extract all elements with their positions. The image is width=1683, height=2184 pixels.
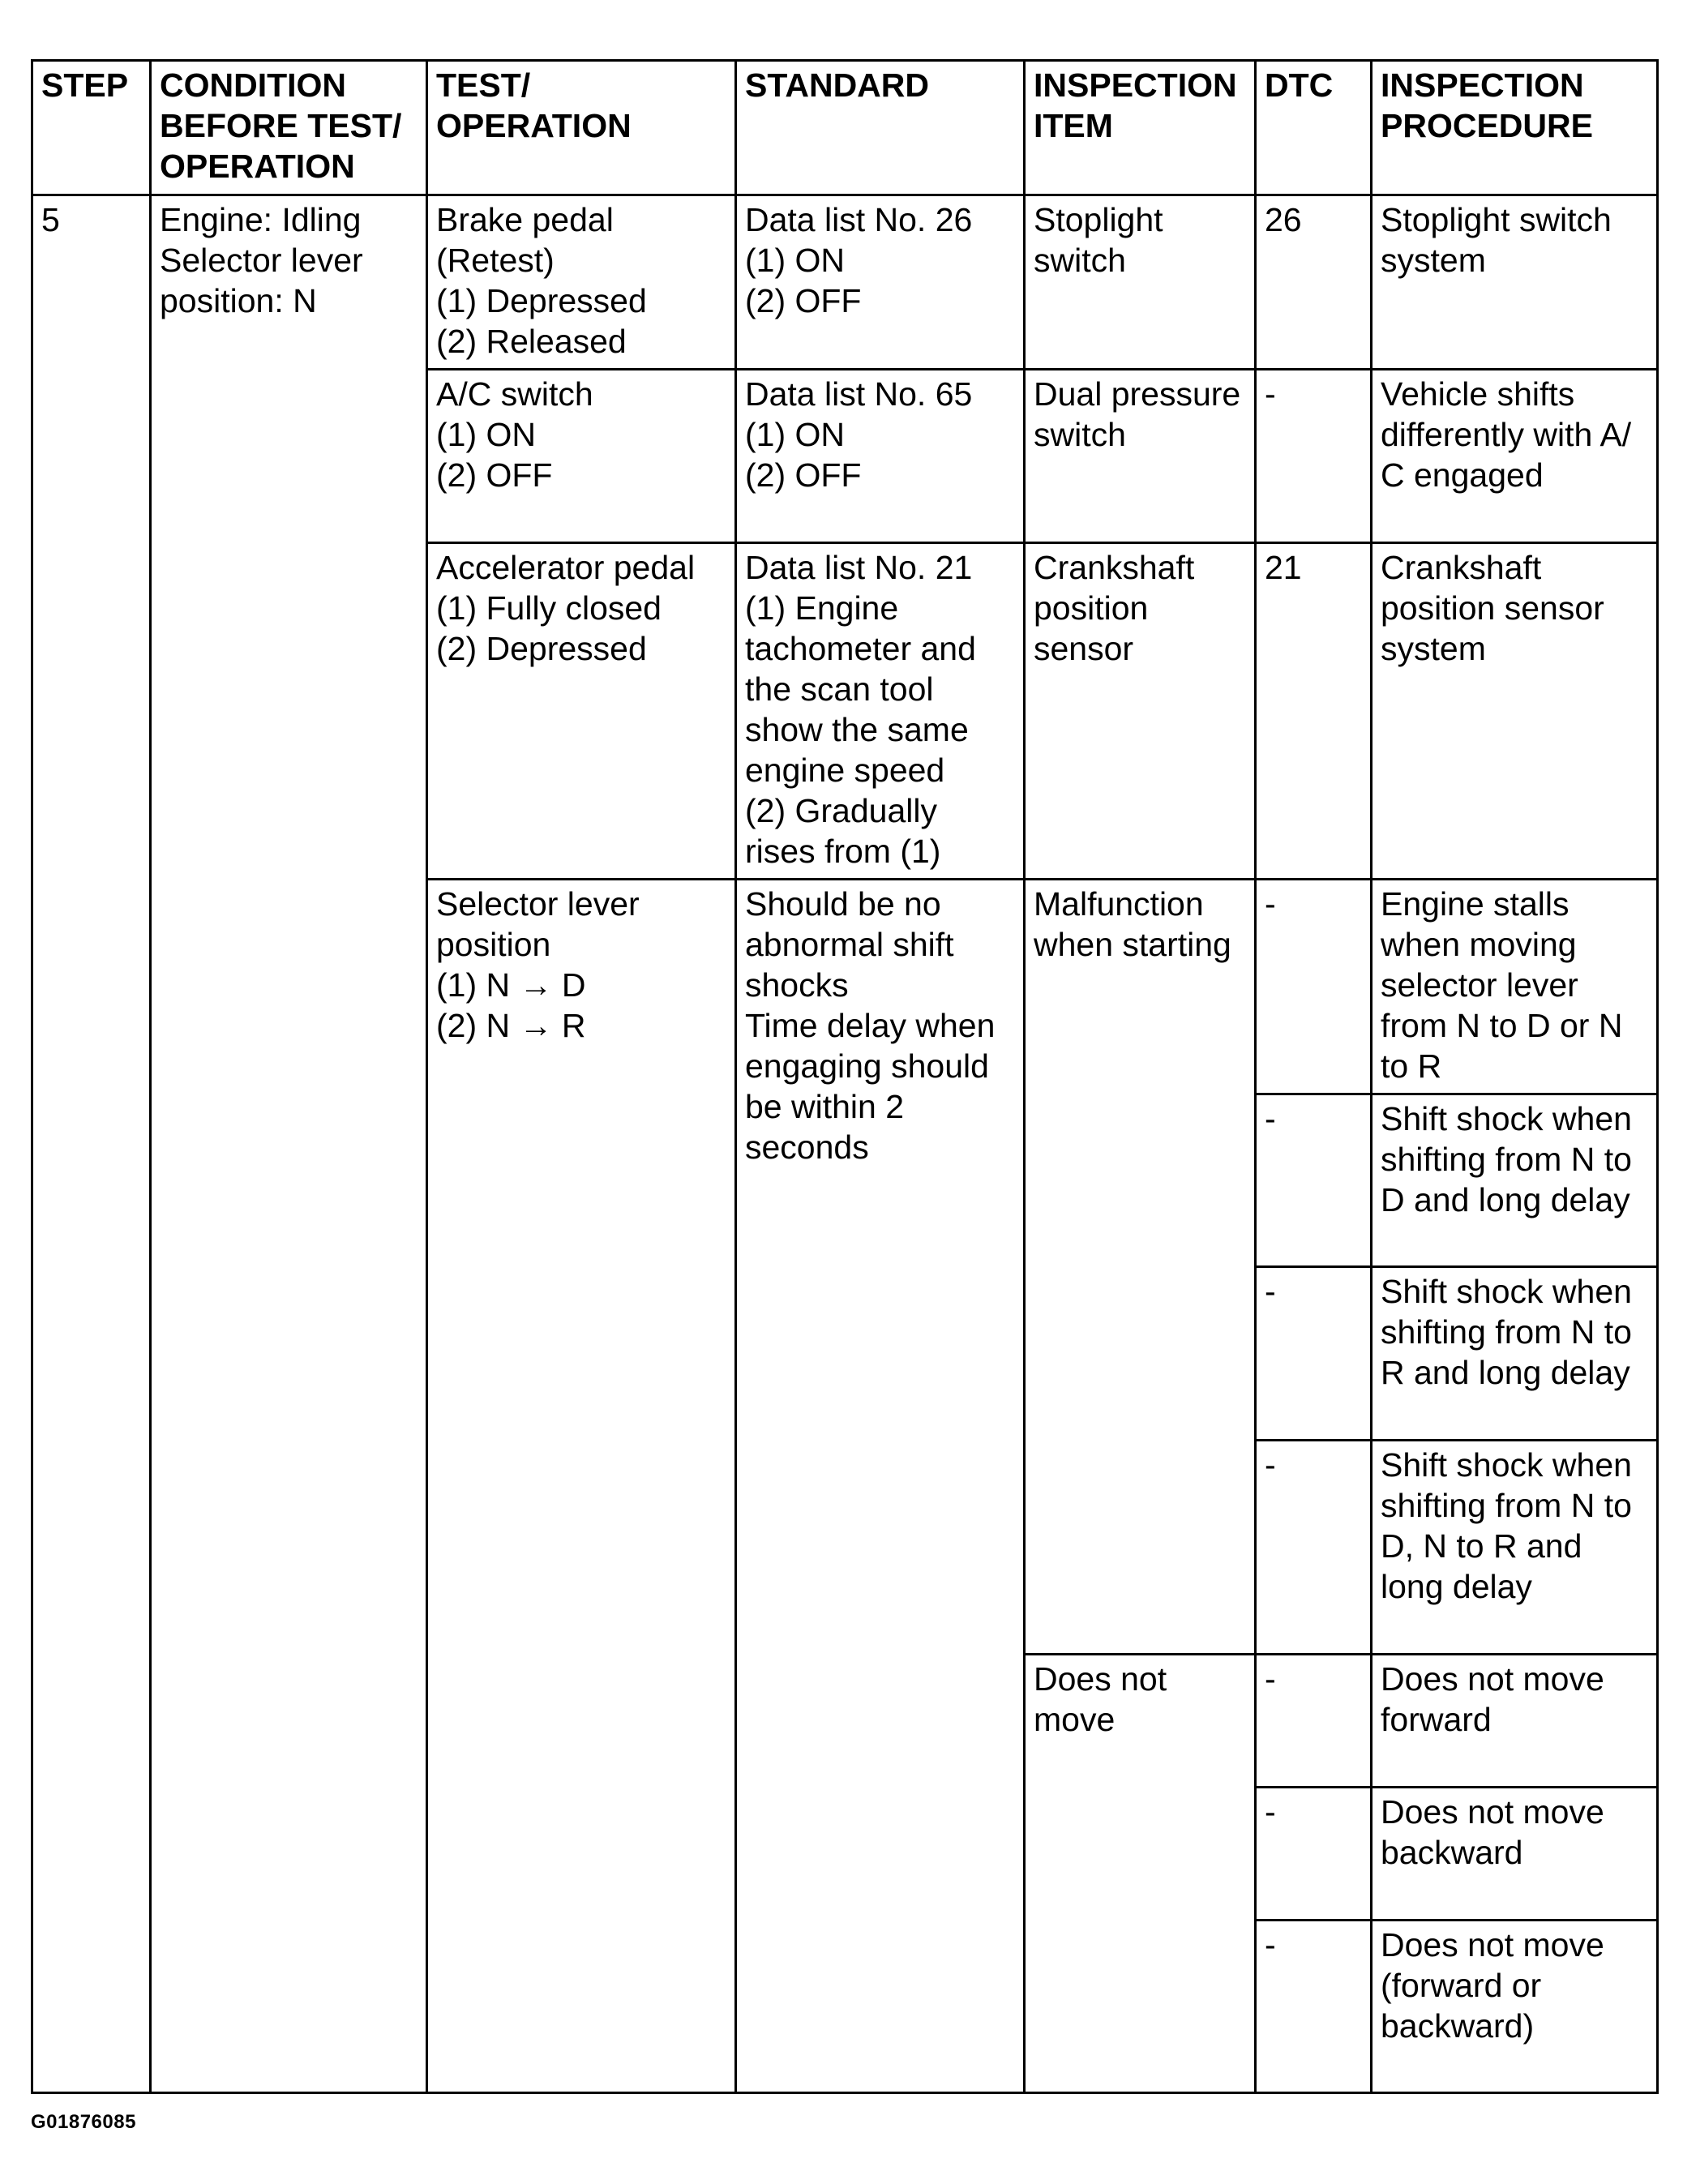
header-test-operation: TEST/ OPERATION: [427, 61, 736, 195]
standard-cell: Data list No. 21 (1) Engine tachometer and the scan tool show the same engine speed (2) Gradually rises from (1): [736, 543, 1025, 880]
procedure-cell: Does not move (forward or backward): [1372, 1921, 1658, 2093]
dtc-cell: -: [1256, 370, 1372, 543]
table-row: [32, 195, 1658, 370]
dtc-cell: -: [1256, 1441, 1372, 1655]
figure-id-caption: G01876085: [31, 2111, 136, 2133]
procedure-cell: Engine stalls when moving selector lever from N to D or N to R: [1372, 880, 1658, 1094]
procedure-cell: Shift shock when shifting from N to R and long delay: [1372, 1267, 1658, 1441]
dtc-cell: -: [1256, 1267, 1372, 1441]
item-cell: Stoplight switch: [1025, 195, 1256, 370]
dtc-cell: -: [1256, 880, 1372, 1094]
step-cell: 5: [32, 195, 151, 2093]
procedure-cell: Stoplight switch system: [1372, 195, 1658, 370]
header-step: STEP: [32, 61, 151, 195]
dtc-cell: 26: [1256, 195, 1372, 370]
header-inspection-item: INSPECTION ITEM: [1025, 61, 1256, 195]
dtc-cell: -: [1256, 1655, 1372, 1788]
procedure-cell: Shift shock when shifting from N to D and long delay: [1372, 1094, 1658, 1267]
dtc-cell: 21: [1256, 543, 1372, 880]
standard-cell: Should be no abnormal shift shocks Time delay when engaging should be within 2 seconds: [736, 880, 1025, 2093]
item-cell: Dual pressure switch: [1025, 370, 1256, 543]
item-cell: Malfunction when starting: [1025, 880, 1256, 1655]
header-standard: STANDARD: [736, 61, 1025, 195]
item-cell: Crankshaft position sensor: [1025, 543, 1256, 880]
procedure-cell: Vehicle shifts differently with A/ C engaged: [1372, 370, 1658, 543]
item-cell: Does not move: [1025, 1655, 1256, 2093]
inspection-table: [31, 59, 1659, 2094]
header-dtc: DTC: [1256, 61, 1372, 195]
procedure-cell: Does not move backward: [1372, 1788, 1658, 1921]
header-condition: CONDITION BEFORE TEST/ OPERATION: [151, 61, 427, 195]
procedure-cell: Shift shock when shifting from N to D, N to R and long delay: [1372, 1441, 1658, 1655]
test-cell: Brake pedal (Retest) (1) Depressed (2) Released: [427, 195, 736, 370]
test-cell: Selector lever position (1) N → D (2) N → R: [427, 880, 736, 2093]
test-cell: Accelerator pedal (1) Fully closed (2) Depressed: [427, 543, 736, 880]
header-row: [32, 61, 1658, 195]
procedure-cell: Does not move forward: [1372, 1655, 1658, 1788]
condition-cell: Engine: Idling Selector lever position: N: [151, 195, 427, 2093]
standard-cell: Data list No. 26 (1) ON (2) OFF: [736, 195, 1025, 370]
test-cell: A/C switch (1) ON (2) OFF: [427, 370, 736, 543]
dtc-cell: -: [1256, 1788, 1372, 1921]
procedure-cell: Crankshaft position sensor system: [1372, 543, 1658, 880]
standard-cell: Data list No. 65 (1) ON (2) OFF: [736, 370, 1025, 543]
header-inspection-procedure: INSPECTION PROCEDURE: [1372, 61, 1658, 195]
dtc-cell: -: [1256, 1921, 1372, 2093]
dtc-cell: -: [1256, 1094, 1372, 1267]
